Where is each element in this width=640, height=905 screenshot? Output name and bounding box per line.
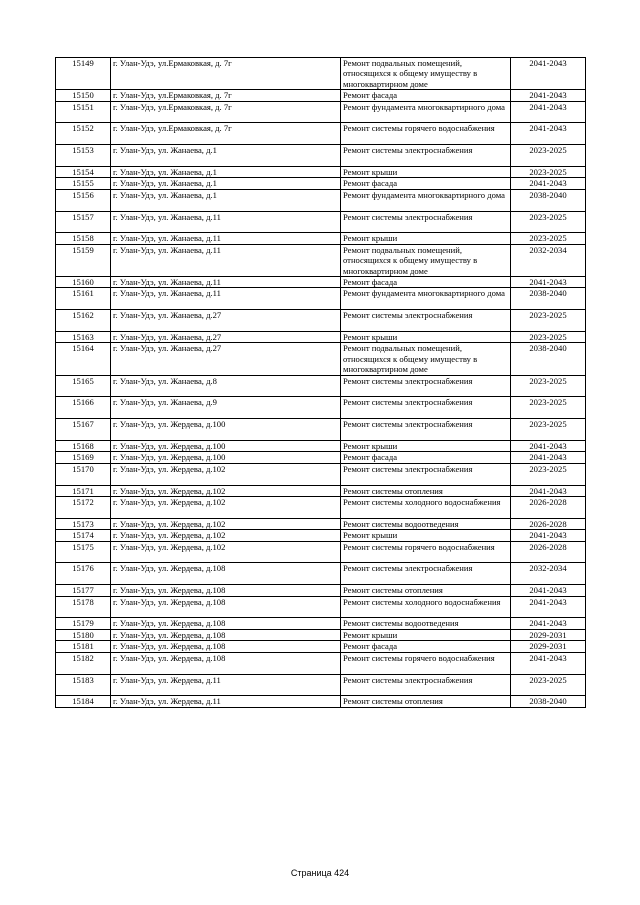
table-row	[56, 167, 586, 178]
work-type-cell: Ремонт системы горячего водоснабжения	[341, 123, 511, 145]
address-cell: г. Улан-Удэ, ул. Жердева, д.108	[111, 585, 341, 596]
row-number-cell: 15159	[56, 244, 111, 276]
period-cell: 2023-2025	[511, 332, 586, 343]
row-number-cell: 15178	[56, 596, 111, 618]
table-row	[56, 463, 586, 485]
row-number-cell: 15179	[56, 618, 111, 629]
work-type-cell: Ремонт системы электроснабжения	[341, 145, 511, 167]
work-type-cell: Ремонт системы водоотведения	[341, 518, 511, 529]
row-number-cell: 15151	[56, 101, 111, 123]
row-number-cell: 15170	[56, 463, 111, 485]
period-cell: 2041-2043	[511, 277, 586, 288]
table-row	[56, 641, 586, 652]
table-row	[56, 419, 586, 441]
work-type-cell: Ремонт системы электроснабжения	[341, 397, 511, 419]
row-number-cell: 15174	[56, 530, 111, 541]
table-row	[56, 585, 586, 596]
work-type-cell: Ремонт фундамента многоквартирного дома	[341, 101, 511, 123]
address-cell: г. Улан-Удэ, ул.Ермаковкая, д. 7г	[111, 101, 341, 123]
table-row	[56, 375, 586, 397]
table-row	[56, 541, 586, 563]
work-type-cell: Ремонт фундамента многоквартирного дома	[341, 288, 511, 310]
address-cell: г. Улан-Удэ, ул. Жанаева, д.11	[111, 211, 341, 233]
row-number-cell: 15161	[56, 288, 111, 310]
address-cell: г. Улан-Удэ, ул. Жердева, д.102	[111, 485, 341, 496]
period-cell: 2041-2043	[511, 530, 586, 541]
address-cell: г. Улан-Удэ, ул. Жердева, д.108	[111, 641, 341, 652]
row-number-cell: 15180	[56, 629, 111, 640]
row-number-cell: 15160	[56, 277, 111, 288]
table-row	[56, 518, 586, 529]
address-cell: г. Улан-Удэ, ул. Жанаева, д.11	[111, 233, 341, 244]
work-type-cell: Ремонт системы электроснабжения	[341, 211, 511, 233]
address-cell: г. Улан-Удэ, ул. Жердева, д.11	[111, 674, 341, 696]
period-cell: 2023-2025	[511, 397, 586, 419]
table-row	[56, 618, 586, 629]
period-cell: 2029-2031	[511, 629, 586, 640]
address-cell: г. Улан-Удэ, ул. Жанаева, д.27	[111, 332, 341, 343]
address-cell: г. Улан-Удэ, ул. Жердева, д.108	[111, 652, 341, 674]
period-cell: 2038-2040	[511, 343, 586, 375]
table-row	[56, 332, 586, 343]
work-type-cell: Ремонт системы горячего водоснабжения	[341, 652, 511, 674]
period-cell: 2026-2028	[511, 518, 586, 529]
row-number-cell: 15177	[56, 585, 111, 596]
address-cell: г. Улан-Удэ, ул. Жердева, д.102	[111, 530, 341, 541]
row-number-cell: 15149	[56, 58, 111, 90]
address-cell: г. Улан-Удэ, ул. Жердева, д.102	[111, 497, 341, 519]
table-row	[56, 343, 586, 375]
work-type-cell: Ремонт крыши	[341, 332, 511, 343]
work-type-cell: Ремонт крыши	[341, 530, 511, 541]
address-cell: г. Улан-Удэ, ул. Жердева, д.108	[111, 618, 341, 629]
row-number-cell: 15150	[56, 90, 111, 101]
table-row	[56, 211, 586, 233]
row-number-cell: 15153	[56, 145, 111, 167]
work-type-cell: Ремонт фундамента многоквартирного дома	[341, 189, 511, 211]
address-cell: г. Улан-Удэ, ул.Ермаковкая, д. 7г	[111, 90, 341, 101]
row-number-cell: 15167	[56, 419, 111, 441]
row-number-cell: 15172	[56, 497, 111, 519]
table-row	[56, 145, 586, 167]
work-type-cell: Ремонт крыши	[341, 167, 511, 178]
address-cell: г. Улан-Удэ, ул. Жанаева, д.11	[111, 288, 341, 310]
row-number-cell: 15156	[56, 189, 111, 211]
work-type-cell: Ремонт системы горячего водоснабжения	[341, 541, 511, 563]
row-number-cell: 15166	[56, 397, 111, 419]
table-row	[56, 497, 586, 519]
table-row	[56, 189, 586, 211]
work-type-cell: Ремонт системы электроснабжения	[341, 375, 511, 397]
period-cell: 2041-2043	[511, 452, 586, 463]
work-type-cell: Ремонт системы отопления	[341, 696, 511, 707]
table-row	[56, 563, 586, 585]
row-number-cell: 15184	[56, 696, 111, 707]
table-row	[56, 397, 586, 419]
page-number: Страница 424	[290, 868, 350, 878]
work-type-cell: Ремонт крыши	[341, 233, 511, 244]
row-number-cell: 15164	[56, 343, 111, 375]
row-number-cell: 15163	[56, 332, 111, 343]
address-cell: г. Улан-Удэ, ул. Жанаева, д.8	[111, 375, 341, 397]
row-number-cell: 15162	[56, 310, 111, 332]
work-type-cell: Ремонт крыши	[341, 629, 511, 640]
address-cell: г. Улан-Удэ, ул. Жанаева, д.11	[111, 277, 341, 288]
table-row	[56, 310, 586, 332]
work-type-cell: Ремонт фасада	[341, 641, 511, 652]
table-row	[56, 123, 586, 145]
period-cell: 2026-2028	[511, 497, 586, 519]
address-cell: г. Улан-Удэ, ул. Жанаева, д.1	[111, 189, 341, 211]
row-number-cell: 15157	[56, 211, 111, 233]
work-type-cell: Ремонт фасада	[341, 452, 511, 463]
table-row	[56, 233, 586, 244]
row-number-cell: 15152	[56, 123, 111, 145]
address-cell: г. Улан-Удэ, ул. Жердева, д.108	[111, 596, 341, 618]
table-row	[56, 277, 586, 288]
work-type-cell: Ремонт системы водоотведения	[341, 618, 511, 629]
table-row	[56, 244, 586, 276]
period-cell: 2041-2043	[511, 585, 586, 596]
period-cell: 2041-2043	[511, 58, 586, 90]
table-row	[56, 101, 586, 123]
address-cell: г. Улан-Удэ, ул. Жанаева, д.1	[111, 178, 341, 189]
table-row	[56, 90, 586, 101]
address-cell: г. Улан-Удэ, ул. Жанаева, д.27	[111, 310, 341, 332]
period-cell: 2041-2043	[511, 652, 586, 674]
table-row	[56, 674, 586, 696]
address-cell: г. Улан-Удэ, ул. Жанаева, д.1	[111, 167, 341, 178]
address-cell: г. Улан-Удэ, ул. Жердева, д.102	[111, 518, 341, 529]
period-cell: 2041-2043	[511, 441, 586, 452]
period-cell: 2041-2043	[511, 101, 586, 123]
period-cell: 2023-2025	[511, 310, 586, 332]
row-number-cell: 15175	[56, 541, 111, 563]
period-cell: 2023-2025	[511, 375, 586, 397]
address-cell: г. Улан-Удэ, ул. Жердева, д.108	[111, 629, 341, 640]
work-type-cell: Ремонт системы отопления	[341, 585, 511, 596]
period-cell: 2023-2025	[511, 211, 586, 233]
table-row	[56, 629, 586, 640]
address-cell: г. Улан-Удэ, ул. Жанаева, д.11	[111, 244, 341, 276]
work-type-cell: Ремонт крыши	[341, 441, 511, 452]
work-type-cell: Ремонт фасада	[341, 277, 511, 288]
period-cell: 2032-2034	[511, 563, 586, 585]
period-cell: 2023-2025	[511, 145, 586, 167]
period-cell: 2038-2040	[511, 696, 586, 707]
address-cell: г. Улан-Удэ, ул. Жердева, д.100	[111, 441, 341, 452]
period-cell: 2041-2043	[511, 123, 586, 145]
table-row	[56, 530, 586, 541]
row-number-cell: 15182	[56, 652, 111, 674]
address-cell: г. Улан-Удэ, ул. Жердева, д.100	[111, 419, 341, 441]
period-cell: 2038-2040	[511, 189, 586, 211]
work-type-cell: Ремонт системы электроснабжения	[341, 563, 511, 585]
work-type-cell: Ремонт подвальных помещений, относящихся к общему имуществу в многоквартирном доме	[341, 244, 511, 276]
row-number-cell: 15168	[56, 441, 111, 452]
period-cell: 2023-2025	[511, 233, 586, 244]
row-number-cell: 15181	[56, 641, 111, 652]
period-cell: 2023-2025	[511, 674, 586, 696]
period-cell: 2026-2028	[511, 541, 586, 563]
period-cell: 2041-2043	[511, 178, 586, 189]
row-number-cell: 15171	[56, 485, 111, 496]
work-type-cell: Ремонт системы электроснабжения	[341, 674, 511, 696]
period-cell: 2041-2043	[511, 618, 586, 629]
period-cell: 2038-2040	[511, 288, 586, 310]
address-cell: г. Улан-Удэ, ул. Жердева, д.100	[111, 452, 341, 463]
work-type-cell: Ремонт системы электроснабжения	[341, 419, 511, 441]
address-cell: г. Улан-Удэ, ул. Жердева, д.102	[111, 541, 341, 563]
repair-schedule-table	[55, 57, 586, 708]
period-cell: 2032-2034	[511, 244, 586, 276]
table-row	[56, 441, 586, 452]
address-cell: г. Улан-Удэ, ул. Жердева, д.11	[111, 696, 341, 707]
table-row	[56, 288, 586, 310]
period-cell: 2023-2025	[511, 167, 586, 178]
period-cell: 2041-2043	[511, 596, 586, 618]
row-number-cell: 15165	[56, 375, 111, 397]
row-number-cell: 15155	[56, 178, 111, 189]
work-type-cell: Ремонт системы электроснабжения	[341, 310, 511, 332]
row-number-cell: 15173	[56, 518, 111, 529]
address-cell: г. Улан-Удэ, ул.Ермаковкая, д. 7г	[111, 123, 341, 145]
work-type-cell: Ремонт системы отопления	[341, 485, 511, 496]
row-number-cell: 15176	[56, 563, 111, 585]
work-type-cell: Ремонт подвальных помещений, относящихся к общему имуществу в многоквартирном доме	[341, 58, 511, 90]
address-cell: г. Улан-Удэ, ул. Жердева, д.108	[111, 563, 341, 585]
table-row	[56, 452, 586, 463]
work-type-cell: Ремонт фасада	[341, 178, 511, 189]
work-type-cell: Ремонт системы холодного водоснабжения	[341, 497, 511, 519]
address-cell: г. Улан-Удэ, ул. Жанаева, д.9	[111, 397, 341, 419]
row-number-cell: 15169	[56, 452, 111, 463]
table-row	[56, 485, 586, 496]
row-number-cell: 15158	[56, 233, 111, 244]
table-row	[56, 596, 586, 618]
period-cell: 2029-2031	[511, 641, 586, 652]
address-cell: г. Улан-Удэ, ул.Ермаковкая, д. 7г	[111, 58, 341, 90]
table-body	[56, 58, 586, 708]
address-cell: г. Улан-Удэ, ул. Жердева, д.102	[111, 463, 341, 485]
work-type-cell: Ремонт фасада	[341, 90, 511, 101]
address-cell: г. Улан-Удэ, ул. Жанаева, д.27	[111, 343, 341, 375]
work-type-cell: Ремонт системы холодного водоснабжения	[341, 596, 511, 618]
period-cell: 2023-2025	[511, 463, 586, 485]
table-row	[56, 696, 586, 707]
table-row	[56, 178, 586, 189]
address-cell: г. Улан-Удэ, ул. Жанаева, д.1	[111, 145, 341, 167]
row-number-cell: 15154	[56, 167, 111, 178]
period-cell: 2023-2025	[511, 419, 586, 441]
table-row	[56, 58, 586, 90]
work-type-cell: Ремонт подвальных помещений, относящихся к общему имуществу в многоквартирном доме	[341, 343, 511, 375]
table-row	[56, 652, 586, 674]
period-cell: 2041-2043	[511, 485, 586, 496]
row-number-cell: 15183	[56, 674, 111, 696]
period-cell: 2041-2043	[511, 90, 586, 101]
work-type-cell: Ремонт системы электроснабжения	[341, 463, 511, 485]
